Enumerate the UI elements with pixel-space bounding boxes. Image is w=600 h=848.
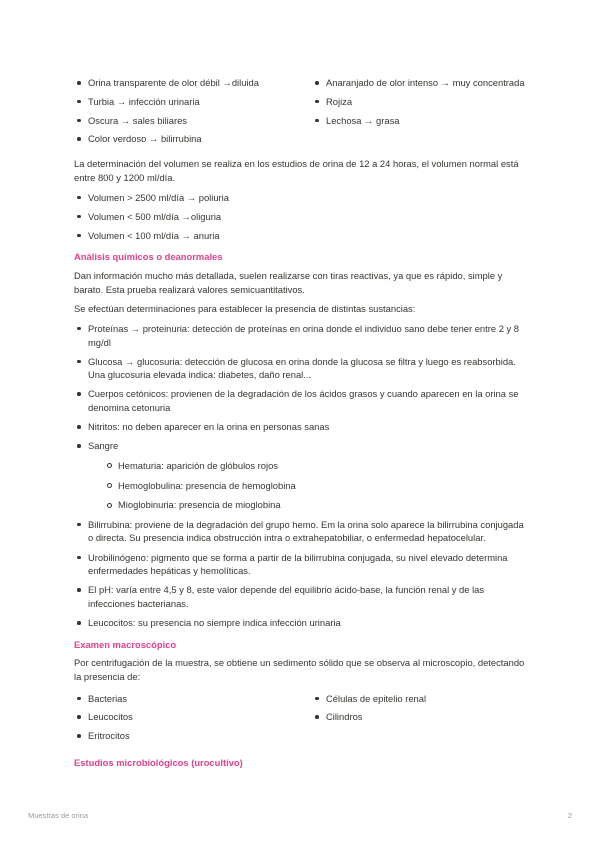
- list-item: Volumen < 500 ml/día →oliguria: [74, 210, 526, 224]
- page-content: [74, 76, 526, 775]
- list-item: Leucocitos: [74, 710, 312, 724]
- list-item: El pH: varía entre 4,5 y 8, este valor depende del equilibrio ácido-base, la función renal y de las infecciones bacterianas.: [74, 583, 526, 610]
- list-item: Proteínas → proteinuria: detección de proteínas en orina donde el individuo sano debe tener entre 2 y 8 mg/dl: [74, 322, 526, 349]
- color-list-left: [74, 76, 312, 151]
- chemical-heading: Análisis químicos o deanormales: [74, 251, 223, 263]
- list-item: Urobilinógeno: pigmento que se forma a partir de la bilirrubina conjugada, su nivel elevado determina enfermedades hepáticas y hemolíticas.: [74, 551, 526, 578]
- sediment-list: [74, 692, 526, 748]
- list-item: Células de epitelio renal: [312, 692, 526, 706]
- blood-sublist: [104, 459, 526, 512]
- microbiology-heading: Estudios microbiológicos (urocultivo): [74, 756, 243, 768]
- list-item: Glucosa → glucosuria: detección de glucosa en orina donde la glucosa se filtra y luego es reabsorbida. Una glucosuria elevada indica: diabetes, daño renal...: [74, 355, 526, 382]
- blood-label: Sangre: [88, 440, 119, 452]
- macroscopic-heading: Examen macroscópico: [74, 638, 177, 650]
- chemical-list: [74, 322, 526, 630]
- list-item: Eritrocitos: [74, 729, 312, 743]
- list-item: Orina transparente de olor débil →diluida: [74, 76, 312, 90]
- chemical-paragraph-2: Se efectúan determinaciones para establecer la presencia de distintas sustancias:: [74, 303, 416, 315]
- sub-list-item: Mioglobinuria: presencia de mioglobina: [104, 498, 526, 512]
- chemical-paragraph-1: Dan información mucho más detallada, suelen realizarse con tiras reactivas, ya que es rápido, simple y barato. Esta prueba realizará valores semicuantitativos.: [74, 270, 503, 295]
- list-item: Volumen > 2500 ml/día → poliuria: [74, 191, 526, 205]
- list-item: Cilindros: [312, 710, 526, 724]
- volume-paragraph: La determinación del volumen se realiza en los estudios de orina de 12 a 24 horas, el volumen normal está entre 800 y 1200 ml/día.: [74, 158, 519, 183]
- volume-list: [74, 191, 526, 243]
- list-item: Turbia → infección urinaria: [74, 95, 312, 109]
- list-item-blood: [74, 439, 526, 512]
- sub-list-item: Hemoglobulina: presencia de hemoglobina: [104, 479, 526, 493]
- page-number: 2: [567, 811, 572, 820]
- list-item: Lechosa → grasa: [312, 114, 526, 128]
- list-item: Rojiza: [312, 95, 526, 109]
- page-footer: [28, 811, 572, 820]
- list-item: Oscura → sales biliares: [74, 114, 312, 128]
- sediment-list-left: [74, 692, 312, 748]
- list-item: Nitritos: no deben aparecer en la orina en personas sanas: [74, 420, 526, 434]
- list-item: Bacterias: [74, 692, 312, 706]
- footer-title: Muestras de orina: [28, 811, 89, 820]
- sediment-list-right: [312, 692, 526, 748]
- color-list: [74, 76, 526, 151]
- list-item: Volumen < 100 ml/día → anuria: [74, 229, 526, 243]
- list-item: Leucocitos: su presencia no siempre indica infección urinaria: [74, 616, 526, 630]
- color-list-right: [312, 76, 526, 151]
- macroscopic-paragraph: Por centrifugación de la muestra, se obtiene un sedimento sólido que se observa al microscopio, detectando la presencia de:: [74, 657, 525, 682]
- list-item: Anaranjado de olor intenso → muy concentrada: [312, 76, 526, 90]
- list-item: Cuerpos cetónicos: provienen de la degradación de los ácidos grasos y cuando aparecen en la orina se denomina cetonuria: [74, 387, 526, 414]
- list-item: Color verdoso → bilirrubina: [74, 132, 312, 146]
- sub-list-item: Hematuria: aparición de glóbulos rojos: [104, 459, 526, 473]
- list-item: Bilirrubina: proviene de la degradación del grupo hemo. Em la orina solo aparece la bilirrubina conjugada o directa. Su presencia indica obstrucción intra o extrahepatobiliar, o enfermedad hepatocelular.: [74, 518, 526, 545]
